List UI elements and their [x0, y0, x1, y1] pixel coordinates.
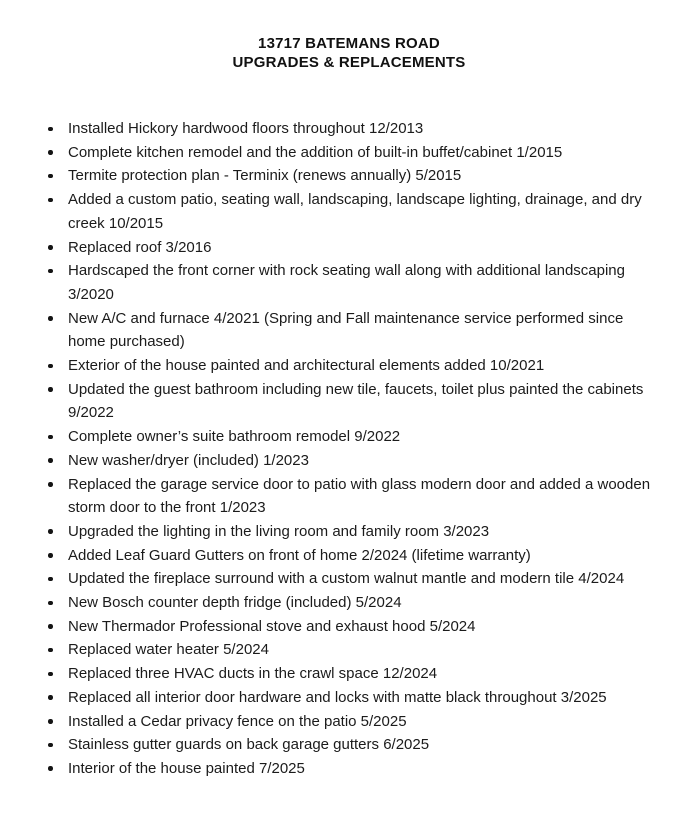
- bullet-icon: [48, 127, 53, 132]
- list-item: [47, 520, 660, 544]
- list-item-text: Upgraded the lighting in the living room and family room 3/2023: [68, 522, 490, 540]
- bullet-icon: [48, 364, 53, 369]
- bullet-icon: [48, 577, 53, 582]
- list-item: [47, 591, 660, 615]
- bullet-icon: [48, 648, 53, 653]
- bullet-icon: [48, 435, 53, 440]
- upgrade-list: [0, 117, 698, 781]
- list-item-text: Added a custom patio, seating wall, landscaping, landscape lighting, drainage, and dry creek 10/2015: [68, 191, 642, 232]
- list-item: [47, 662, 660, 686]
- list-item-text: New A/C and furnace 4/2021 (Spring and Fall maintenance service performed since home purchased): [68, 309, 624, 351]
- list-item: [47, 378, 660, 425]
- list-item-text: Stainless gutter guards on back garage gutters 6/2025: [68, 736, 430, 754]
- bullet-icon: [48, 766, 53, 771]
- bullet-icon: [48, 198, 53, 203]
- page-title-line-1: 13717 BATEMANS ROAD: [258, 35, 440, 52]
- bullet-icon: [48, 174, 53, 179]
- bullet-icon: [48, 150, 53, 155]
- bullet-icon: [48, 553, 53, 558]
- bullet-icon: [48, 458, 53, 463]
- bullet-icon: [48, 245, 53, 250]
- list-item-text: Replaced three HVAC ducts in the crawl space 12/2024: [68, 665, 438, 683]
- bullet-icon: [48, 387, 53, 392]
- list-item-text: Replaced all interior door hardware and locks with matte black throughout 3/2025: [68, 688, 607, 706]
- list-item-text: New washer/dryer (included) 1/2023: [68, 451, 309, 469]
- page-title-line-2: UPGRADES & REPLACEMENTS: [232, 54, 466, 71]
- list-item-text: New Thermador Professional stove and exhaust hood 5/2024: [68, 617, 476, 635]
- bullet-icon: [48, 269, 53, 274]
- bullet-icon: [48, 672, 53, 677]
- list-item-text: Interior of the house painted 7/2025: [68, 759, 305, 777]
- bullet-icon: [48, 601, 53, 606]
- list-item: [47, 710, 660, 734]
- list-item: [47, 567, 660, 591]
- list-item: [47, 425, 660, 449]
- list-item-text: Replaced roof 3/2016: [68, 238, 212, 256]
- list-item-text: Replaced water heater 5/2024: [68, 641, 269, 659]
- list-item: [47, 686, 660, 710]
- bullet-icon: [48, 695, 53, 700]
- list-item-text: Hardscaped the front corner with rock seating wall along with additional landscaping 3/2020: [68, 262, 625, 303]
- list-item-text: Exterior of the house painted and architectural elements added 10/2021: [68, 357, 545, 375]
- list-item: [47, 236, 660, 260]
- list-item: [47, 117, 660, 141]
- list-item-text: Updated the guest bathroom including new tile, faucets, toilet plus painted the cabinets 9/2022: [68, 380, 644, 422]
- bullet-icon: [48, 743, 53, 748]
- list-item-text: New Bosch counter depth fridge (included) 5/2024: [68, 594, 402, 612]
- bullet-icon: [48, 529, 53, 534]
- bullet-icon: [48, 482, 53, 487]
- list-item: [47, 473, 660, 520]
- list-item: [47, 141, 660, 165]
- list-item: [47, 733, 660, 757]
- bullet-icon: [48, 719, 53, 724]
- list-item-text: Installed a Cedar privacy fence on the patio 5/2025: [68, 712, 407, 730]
- list-item-text: Replaced the garage service door to patio with glass modern door and added a wooden storm door to the front 1/2023: [68, 475, 651, 517]
- page-title: [0, 0, 698, 72]
- list-item: [47, 638, 660, 662]
- list-item: [47, 188, 660, 235]
- bullet-icon: [48, 624, 53, 629]
- list-item-text: Added Leaf Guard Gutters on front of home 2/2024 (lifetime warranty): [68, 546, 531, 564]
- list-item-text: Termite protection plan - Terminix (renews annually) 5/2015: [68, 167, 462, 185]
- list-item: [47, 615, 660, 639]
- list-item: [47, 164, 660, 188]
- list-item-text: Updated the fireplace surround with a custom walnut mantle and modern tile 4/2024: [68, 570, 625, 588]
- list-item-text: Complete owner’s suite bathroom remodel 9/2022: [68, 428, 401, 446]
- list-item: [47, 259, 660, 306]
- list-item: [47, 544, 660, 568]
- list-item-text: Complete kitchen remodel and the addition of built-in buffet/cabinet 1/2015: [68, 143, 563, 161]
- bullet-icon: [48, 316, 53, 321]
- list-item: [47, 757, 660, 781]
- list-item-text: Installed Hickory hardwood floors throughout 12/2013: [68, 120, 424, 137]
- list-item: [47, 354, 660, 378]
- list-item: [47, 449, 660, 473]
- list-item: [47, 307, 660, 354]
